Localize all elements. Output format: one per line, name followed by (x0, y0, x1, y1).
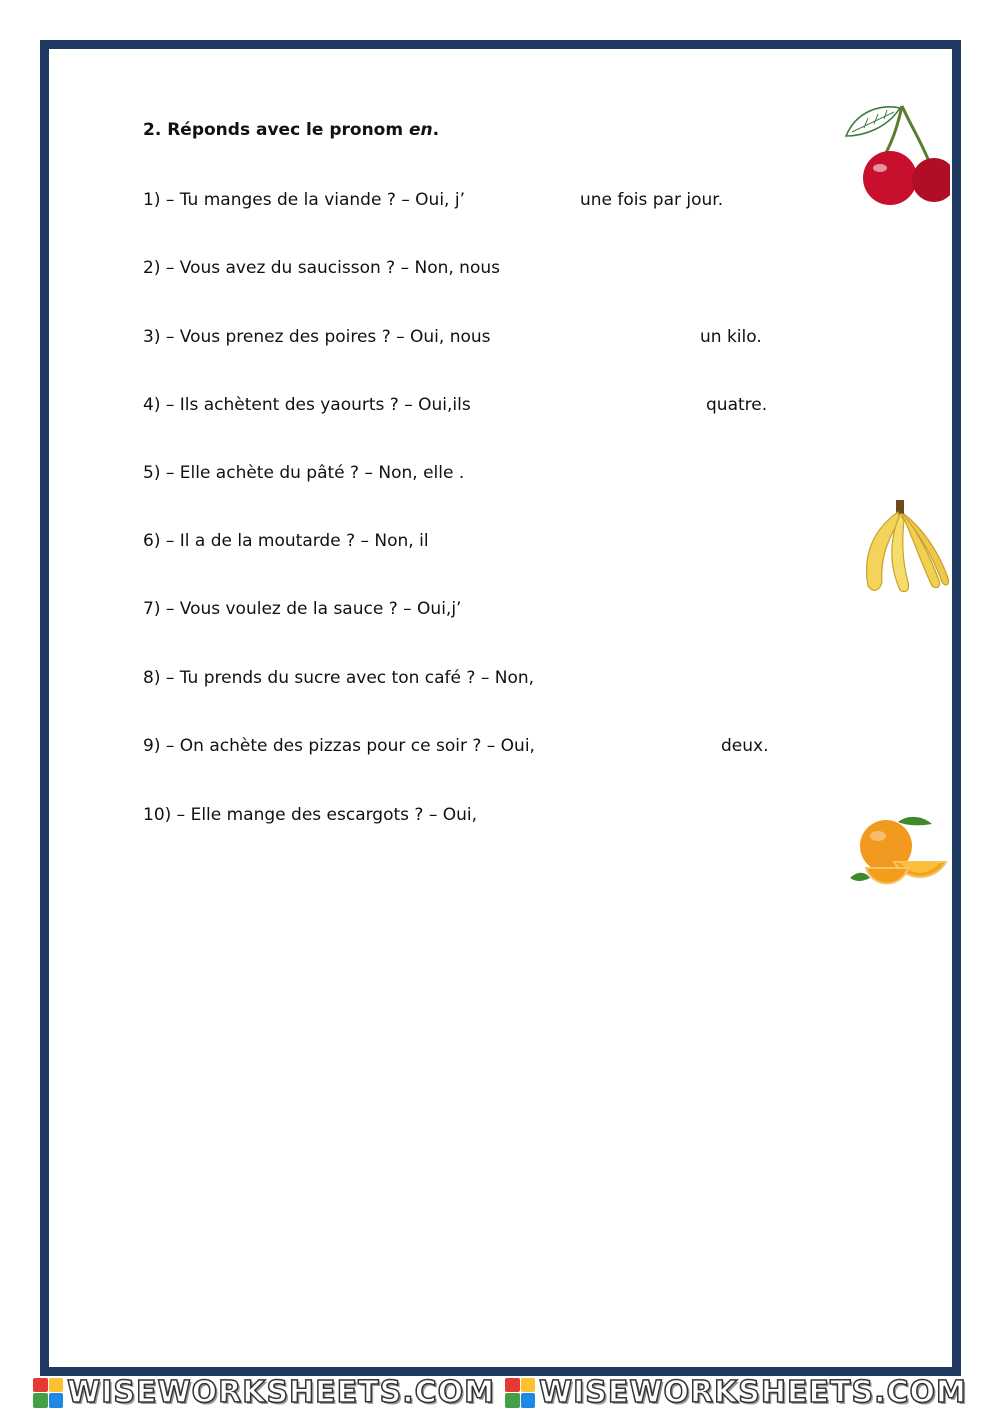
question-9: 9) – On achète des pizzas pour ce soir ? – Oui, (143, 736, 535, 756)
cherry-highlight (873, 164, 887, 172)
footer-brand-strip (0, 1372, 1000, 1413)
orange-leaf-bottom (850, 873, 870, 881)
brand-logo-1 (33, 1375, 495, 1410)
question-4: 4) – Ils achètent des yaourts ? – Oui,ils (143, 395, 471, 415)
orange-highlight (870, 831, 886, 841)
cherry-right (912, 158, 950, 202)
brand-badge-icon (505, 1378, 535, 1408)
question-1-tail: une fois par jour. (580, 190, 724, 210)
question-2: 2) – Vous avez du saucisson ? – Non, nous (143, 258, 500, 278)
exercise-title: 2. Réponds avec le pronom en. (143, 120, 440, 140)
banana-icon (860, 498, 950, 596)
question-9-tail: deux. (721, 736, 769, 756)
brand-logo-2 (505, 1375, 967, 1410)
orange-slice-left (866, 868, 908, 883)
question-5: 5) – Elle achète du pâté ? – Non, elle . (143, 463, 465, 483)
brand-text-2: WISEWORKSHEETS.COM (539, 1375, 967, 1410)
cherry-stem-right (902, 106, 930, 164)
question-10: 10) – Elle mange des escargots ? – Oui, (143, 805, 478, 825)
question-7: 7) – Vous voulez de la sauce ? – Oui,j’ (143, 599, 462, 619)
cherry-leaf (846, 107, 900, 136)
orange-icon (848, 812, 948, 892)
question-1: 1) – Tu manges de la viande ? – Oui, j’ (143, 190, 465, 210)
question-8: 8) – Tu prends du sucre avec ton café ? – Non, (143, 668, 535, 688)
worksheet-frame (40, 40, 961, 1376)
brand-badge-icon (33, 1378, 63, 1408)
question-4-tail: quatre. (706, 395, 768, 415)
question-3: 3) – Vous prenez des poires ? – Oui, nous (143, 327, 491, 347)
orange-leaf-top (898, 817, 932, 825)
cherry-icon (842, 98, 950, 206)
question-3-tail: un kilo. (700, 327, 762, 347)
question-6: 6) – Il a de la moutarde ? – Non, il (143, 531, 429, 551)
brand-text-1: WISEWORKSHEETS.COM (67, 1375, 495, 1410)
pronoun-en: en (408, 120, 433, 140)
cherry-left (863, 151, 917, 205)
